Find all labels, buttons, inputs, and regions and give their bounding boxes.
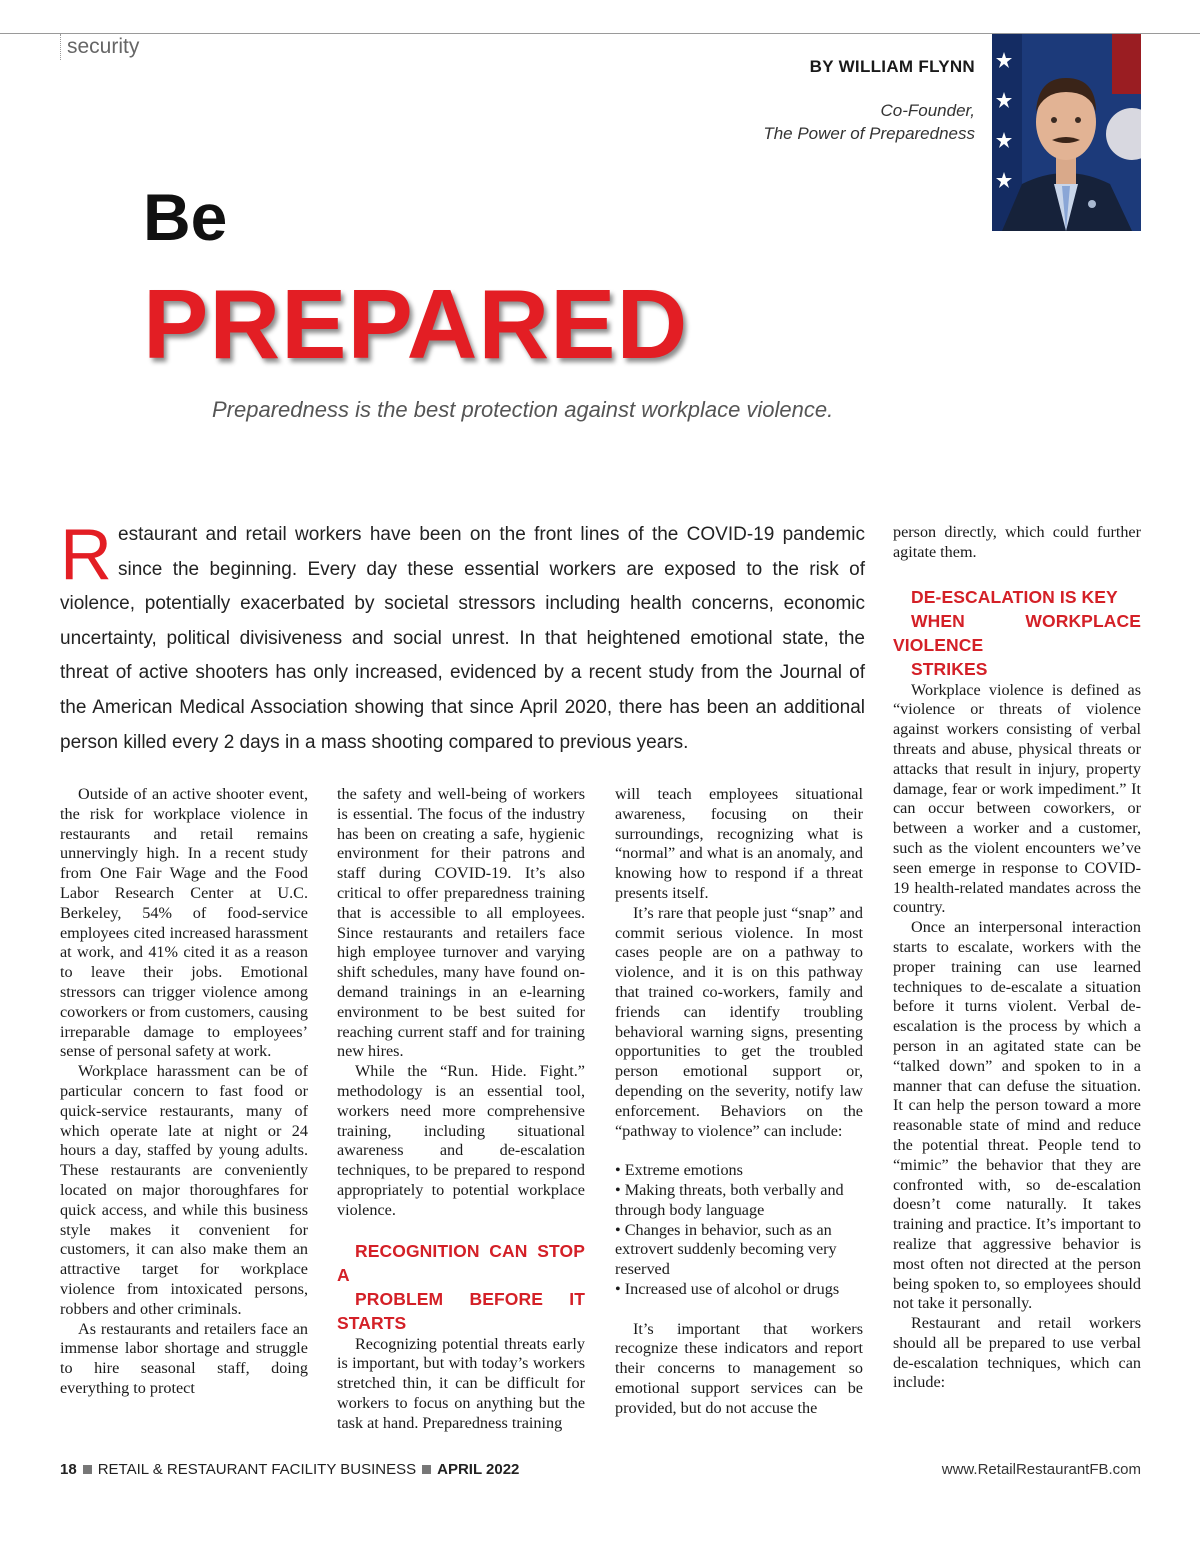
body-paragraph: the safety and well-being of workers is essential. The focus of the industry has been on creating a safe, hygienic environment for their patrons and staff during COVID-19. It’s also critical to offer preparedness training that is accessible to all employees. Since restaurants and retailers face high employee turnover and varying shift schedules, many have found on-demand trainings in an e-learning environment to be best suited for reaching current staff and for training new hires. bbox=[337, 785, 585, 1061]
body-paragraph: Outside of an active shooter event, the risk for workplace violence in restaurants and retail remains unnervingly high. In a recent study from One Fair Wage and the Food Labor Research Center at U.C. Berkeley, 54% of food-service employees cited increased harassment at work, and 41% cited it as a reason to leave their jobs. Emotional stressors can trigger violence among coworkers or from customers, causing irreparable damage to employees’ sense of personal safety at work. bbox=[60, 785, 308, 1061]
body-paragraph: person directly, which could further agitate them. bbox=[893, 523, 1141, 561]
body-paragraph: Restaurant and retail workers should all be prepared to use verbal de-escalation techniques, which can include: bbox=[893, 1314, 1141, 1392]
body-paragraph: Recognizing potential threats early is important, but with today’s workers stretched thin, it can be difficult for workers to focus on anything but the task at hand. Preparedness training bbox=[337, 1334, 585, 1432]
page-number: 18 bbox=[60, 1461, 77, 1478]
author-role-line2: The Power of Preparedness bbox=[763, 124, 975, 143]
footer-square-icon bbox=[422, 1465, 431, 1474]
author-byline: BY WILLIAM FLYNN bbox=[809, 57, 975, 76]
lead-paragraph bbox=[60, 515, 865, 760]
list-item: • Increased use of alcohol or drugs bbox=[615, 1279, 840, 1298]
list-item: • Extreme emotions bbox=[615, 1161, 743, 1180]
body-paragraph: Workplace harassment can be of particular concern to fast food or quick-service restaurants, many of which operate late at night or 24 hours a day, staffed by young adults. These restaurants are conveniently located on major thoroughfares for quick access, and while this business style makes it convenient for customers, it can also make them an attractive target for workplace violence from intoxicated persons, robbers and other criminals. bbox=[60, 1062, 308, 1318]
subhead-recognition-line2: PROBLEM BEFORE IT STARTS bbox=[337, 1288, 585, 1333]
body-paragraph: It’s important that workers recognize these indicators and report their concerns to management so emotional support services can be provided, but do not accuse the bbox=[615, 1319, 863, 1417]
author-role-line1: Co-Founder, bbox=[880, 101, 975, 120]
body-column-1 bbox=[60, 785, 308, 1399]
publication-name: RETAIL & RESTAURANT FACILITY BUSINESS bbox=[97, 1461, 417, 1478]
body-paragraph: will teach employees situational awareness, focusing on their surroundings, recognizing what is “normal” and what is an anomaly, and knowing how to respond if a threat presents itself. bbox=[615, 785, 863, 902]
body-paragraph: While the “Run. Hide. Fight.” methodology is an essential tool, workers need more comprehensive training, including situational awareness and de-escalation techniques, to be prepared to respond appropriately to potential workplace violence. bbox=[337, 1062, 585, 1219]
subhead-deescalation-line3: STRIKES bbox=[911, 658, 988, 679]
body-paragraph: Once an interpersonal interaction starts to escalate, workers with the proper training can use learned techniques to de-escalate a situation before it turns violent. Verbal de-escalation is the process by which a person in an agitated state can be “talked down” and spoken to in a manner that can defuse the situation. It can help the person toward a more reasonable state of mind and reduce the potential threat. People tend to “mimic” the behavior that they are confronted with, so de-escalation doesn’t come naturally. It takes training and practice. It’s important to realize that aggressive behavior is most often not directed at the person being spoken to, so employees should not take it personally. bbox=[893, 918, 1141, 1313]
body-paragraph: It’s rare that people just “snap” and commit serious violence. In most cases people are on a pathway to violence, and it is on this pathway that trained co-workers, family and friends can identify troubling behavioral warning signs, presenting opportunities to get the troubled person emotional support or, depending on the severity, notify law enforcement. Behaviors on the “pathway to violence” can include: bbox=[615, 903, 863, 1140]
subhead-deescalation-line2: WHEN WORKPLACE VIOLENCE bbox=[893, 610, 1141, 655]
footer-left bbox=[60, 1461, 519, 1478]
body-column-3 bbox=[615, 785, 863, 1419]
article-deck: Preparedness is the best protection against workplace violence. bbox=[212, 397, 834, 422]
warning-signs-list bbox=[615, 1161, 863, 1300]
body-paragraph: Workplace violence is defined as “violence or threats of violence against workers consisting of verbal threats and abuse, physical threats or attacks that result in injury, property damage, fear or work impediment.” It can occur between coworkers, or between a worker and a customer, such as the violent encounters we’ve seen emerge in response to COVID-19 health-related mandates across the country. bbox=[893, 680, 1141, 917]
drop-cap: R bbox=[60, 515, 112, 595]
subhead-recognition-line1: RECOGNITION CAN STOP A bbox=[337, 1240, 585, 1285]
author-photo bbox=[992, 34, 1141, 231]
body-column-4 bbox=[893, 523, 1141, 1393]
list-item: • Changes in behavior, such as an extrovert suddenly becoming very reserved bbox=[615, 1220, 837, 1279]
title-line-be: Be bbox=[143, 180, 228, 254]
lead-text: estaurant and retail workers have been on the front lines of the COVID-19 pandemic since the beginning. Every day these essential workers are exposed to the risk of violence, potentially exacerbated by societal stressors including health concerns, economic uncertainty, political divisiveness and social unrest. In that heightened emotional state, the threat of active shooters has only increased, evidenced by a recent study from the Journal of the American Medical Association showing that since April 2020, there has been an additional person killed every 2 days in a mass shooting compared to previous years. bbox=[60, 524, 865, 753]
footer-square-icon bbox=[83, 1465, 92, 1474]
body-paragraph: As restaurants and retailers face an immense labor shortage and struggle to hire seasonal staff, doing everything to protect bbox=[60, 1319, 308, 1397]
title-line-prepared: PREPARED bbox=[143, 269, 689, 379]
author-portrait-illustration bbox=[992, 34, 1141, 231]
subhead-deescalation-line1: DE-ESCALATION IS KEY bbox=[911, 586, 1118, 607]
list-item: • Making threats, both verbally and through body language bbox=[615, 1180, 844, 1219]
issue-date: APRIL 2022 bbox=[437, 1461, 520, 1478]
section-label: security bbox=[60, 34, 139, 60]
body-column-2 bbox=[337, 785, 585, 1434]
author-role bbox=[763, 99, 975, 145]
footer-url[interactable]: www.RetailRestaurantFB.com bbox=[941, 1461, 1141, 1478]
